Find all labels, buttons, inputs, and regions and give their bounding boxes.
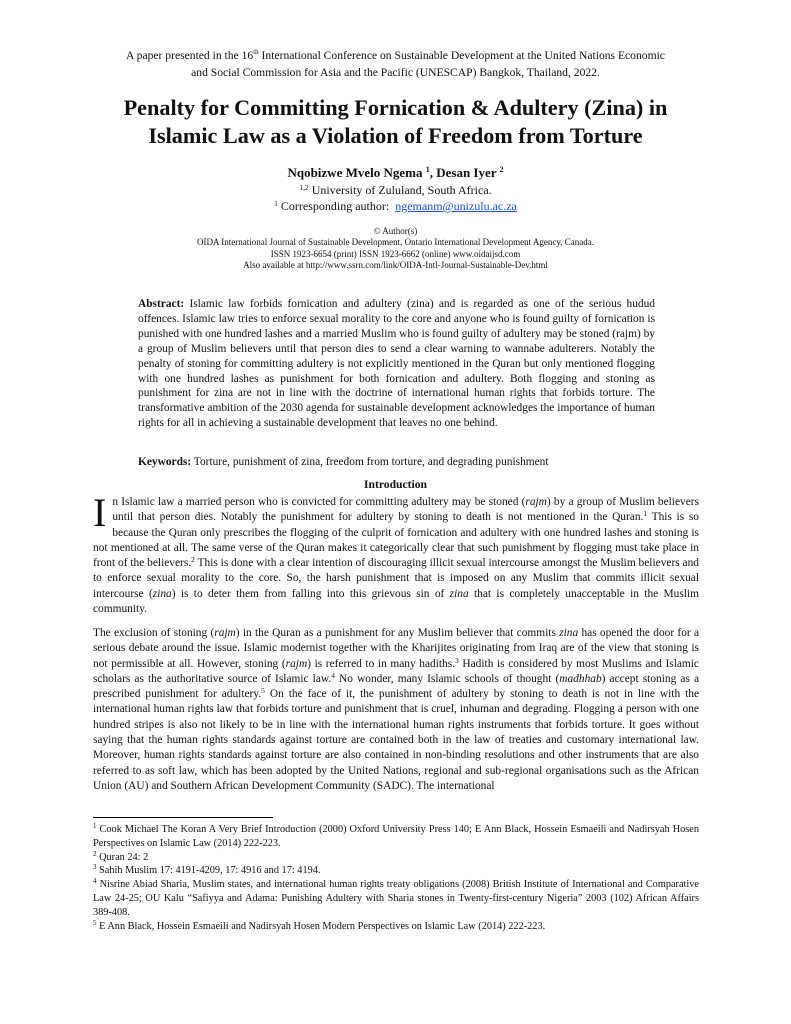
corresponding-author: $^1$ Corresponding author: ngemanm@unizulu.ac.za (274, 199, 517, 213)
ordinal-sup: th (253, 48, 259, 56)
footnote: $^5$ E Ann Black, Hossein Esmaeili and Nadirsyah Hosen Modern Perspectives on Islamic Law (2014) 222-223. (93, 918, 546, 932)
footnote: $^1$ Cook Michael The Koran A Very Brief Introduction (2000) Oxford University Press 140; E Ann Black, Hossein Esmaeili and Nadirsyah Hosen Perspectives on Islamic Law (2014) 222-223. (93, 822, 699, 849)
journal-line: OIDA International Journal of Sustainable Development, Ontario International Development Agency, Canada. (196, 237, 595, 248)
keywords-text: Torture, punishment of zina, freedom from torture, and degrading punishment (191, 456, 549, 468)
body-paragraph-2: The exclusion of stoning (rajm) in the Quran as a punishment for any Muslim believer that commits zina has opened the door for a serious debate around the issue. Islamic modernist together with the Kharijites originating from Iraq are of the view that stoning is not permissible at all. However, stoning (rajm) is referred to in many hadiths.$^3$ Hadith is considered by most Muslims and Islamic scholars as the authoritative source of Islamic law.$^4$ No wonder, many Islamic schools of thought (madhhab) accept stoning as a prescribed punishment for adultery.$^5$ On the face of it, the punishment of adultery by stoning to death is not in line with the international human rights law that forbids torture and punishment that is cruel, inhuman and degrading. Flogging a person with one hundred stripes is also not likely to be in line with the international human rights instruments that forbids torture. It goes without saying that the human rights standards against torture are contained both in the law of treaties and customary international law. Moreover, human rights standards against torture are also contained in non-binding resolutions and other instruments that are also referred to as soft law, which has been adopted by the United Nations, regional and sub-regional organisations such as the African Union (AU) and Southern African Development Community (SADC). The international (93, 627, 700, 792)
keywords (138, 455, 655, 470)
footnote-ref[interactable]: 4 (331, 670, 335, 680)
footnote-ref[interactable]: 2 (191, 555, 195, 565)
footnote: $^4$ Nisrine Abiad Sharia, Muslim states, and international human rights treaty obligations (2008) British Institute of International and Comparative Law 24-25; OU Kalu “Safiyya and Adama: Punishing Adultery with Sharia stones in Twenty-first-century Nigeria” 2003 (102) African Affairs 389-408. (93, 877, 699, 918)
section-heading-introduction: Introduction (364, 478, 427, 491)
author-1: Nqobizwe Mvelo Ngema (287, 165, 423, 180)
abstract-text: Islamic law forbids fornication and adultery (zina) and is regarded as one of the serious hudud offences. Islamic law tries to enforce sexual morality to the core and anyone who is found guilty of fornication is punished with one hundred lashes and a married Muslim who is found guilty of adultery may be stoned (rajm) by a group of Muslim believers until that person dies to send a clear warning to wannabe adulterers. Notably the penalty of stoning for committing adultery is not explicitly mentioned in the Quran but only mentioned flogging with one hundred lashes as punishment for both fornication and adultery. Both flogging and stoning as punishment for zina are not in line with the doctrine of international human rights that forbids torture. The transformative ambition of the 2030 agenda for sustainable development acknowledges the importance of human rights for all in achieving a sustainable development that leaves no one behind. (138, 298, 655, 430)
drop-cap: I (93, 490, 107, 535)
affiliation: $^{1,2}$ University of Zululand, South Africa. (299, 183, 492, 197)
conference-header (80, 47, 711, 81)
footnote-ref[interactable]: 1 (643, 509, 648, 519)
author-1-sup: 1 (425, 165, 430, 174)
author-separator: , (429, 165, 437, 180)
corresponding-email-link[interactable]: ngemanm@unizulu.ac.za (395, 199, 517, 213)
abstract-label: Abstract: (138, 298, 185, 310)
title-line-2: Islamic Law as a Violation of Freedom from Torture (148, 123, 643, 148)
copyright-block (60, 226, 731, 272)
footnote-divider (93, 817, 273, 818)
footnote-ref[interactable]: 3 (455, 655, 459, 665)
abstract (138, 297, 655, 431)
author-list (60, 164, 731, 182)
copyright-line: © Author(s) (373, 226, 418, 236)
issn-line: ISSN 1923-6654 (print) ISSN 1923-6662 (online) www.oidaijsd.com (270, 248, 521, 259)
body-paragraph-1: In Islamic law a married person who is convicted for committing adultery may be stoned (rajm) by a group of Muslim believers until that person dies. Notably the punishment for adultery by stoning to death is not mentioned in the Quran.$^1$ This is so because the Quran only prescribes the flogging of the culprit of fornication and adultery with one hundred lashes and stoning is not mentioned at all. The same verse of the Quran makes it categorically clear that such punishment by flogging must take place in front of the believers.$^2$ This is done with a clear intention of discouraging illicit sexual intercourse amongst the Muslim believers and to enforce sexual morality to the core. So, the harsh punishment that is imposed on any Muslim that commits illicit sexual intercourse (zina) is to deter them from falling into this grievous sin of zina that is completely unacceptable in the Muslim community. (93, 490, 699, 616)
footnote-ref[interactable]: 5 (261, 686, 265, 696)
ssrn-line: Also available at http://www.ssrn.com/link/OIDA-Intl-Journal-Sustainable-Dev.html (243, 260, 548, 271)
keywords-label: Keywords: (138, 456, 192, 468)
title-line-1: Penalty for Committing Fornication & Adultery (Zina) in (123, 95, 668, 120)
conference-line-2: and Social Commission for Asia and the Pacific (UNESCAP) Bangkok, Thailand, 2022. (191, 66, 600, 79)
footnotes (93, 823, 699, 933)
footnote: $^3$ Sahih Muslim 17: 4191-4209, 17: 4916 and 17: 4194. (93, 863, 321, 877)
conference-line-1: A paper presented in the 16th International Conference on Sustainable Development at the United Nations Economic (126, 48, 665, 62)
author-2-sup: 2 (499, 165, 504, 174)
author-2: Desan Iyer (436, 165, 497, 180)
paper-title (60, 94, 731, 150)
footnote: $^2$ Quran 24: 2 (93, 849, 149, 863)
